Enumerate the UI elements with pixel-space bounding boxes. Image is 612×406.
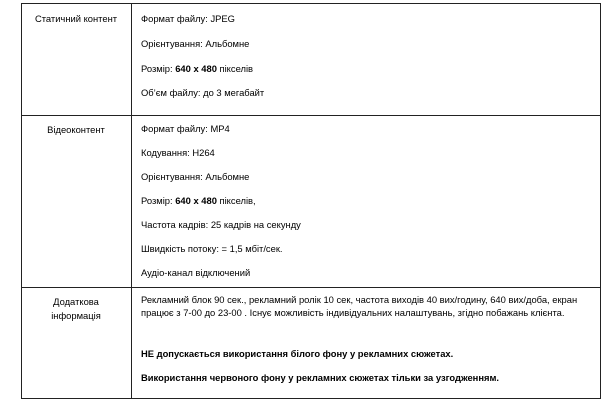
static-format-line: Формат файлу: JPEG — [141, 13, 235, 24]
row-divider — [21, 287, 601, 288]
video-audio-line: Аудіо-канал відключений — [141, 267, 251, 278]
static-size-value: 640 x 480 — [175, 63, 217, 74]
video-orientation-line: Орієнтування: Альбомне — [141, 171, 250, 182]
video-size-line: Розмір: 640 x 480 пікселів, — [141, 195, 256, 206]
static-filesize-line: Об’єм файлу: до 3 мегабайт — [141, 87, 265, 98]
table-border-left — [21, 3, 22, 399]
red-background-rule: Використання червоного фону у рекламних сюжетах тільки за узгодженням. — [141, 372, 500, 383]
video-bitrate-line: Швидкість потоку: = 1,5 мбіт/сек. — [141, 243, 283, 254]
static-orientation-line: Орієнтування: Альбомне — [141, 38, 250, 49]
table-border-top — [21, 3, 601, 4]
table-border-bottom — [21, 398, 601, 399]
video-codec-line: Кодування: H264 — [141, 147, 215, 158]
additional-info-paragraph: Рекламний блок 90 сек., рекламний ролік 10 сек, частота виходів 40 вих/годину, 640 вих/доба, екран працює з 7-00 до 23-00 . Існує можливість індивідуальних налаштувань, згідно побажань клієнта. — [141, 294, 578, 318]
column-divider — [131, 3, 132, 399]
row-label-video-content: Відеоконтент — [47, 124, 105, 135]
video-framerate-line: Частота кадрів: 25 кадрів на секунду — [141, 219, 301, 230]
requirements-table — [21, 3, 601, 399]
video-size-value: 640 x 480 — [175, 195, 217, 206]
row-label-additional-info: Додаткова інформація — [51, 296, 101, 321]
video-format-line: Формат файлу: MP4 — [141, 123, 230, 134]
static-size-line: Розмір: 640 x 480 пікселів — [141, 63, 254, 74]
table-border-right — [600, 3, 601, 399]
row-divider — [21, 115, 601, 116]
row-label-static-content: Статичний контент — [34, 13, 118, 24]
white-background-rule: НЕ допускається використання білого фону у рекламних сюжетах. — [141, 348, 454, 359]
